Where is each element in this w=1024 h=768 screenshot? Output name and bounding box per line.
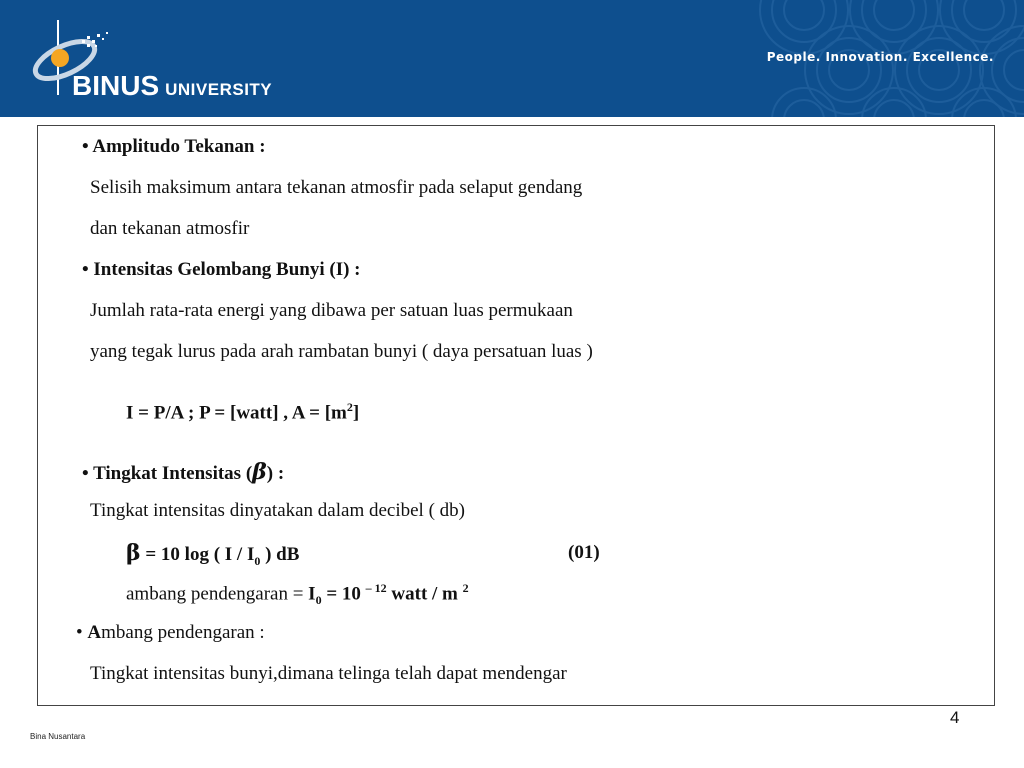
body-text: Tingkat intensitas bunyi,dimana telinga telah dapat mendengar xyxy=(90,663,567,684)
logo-text: BINUS UNIVERSITY xyxy=(72,70,273,101)
section-ambang-title: • Ambang pendengaran : xyxy=(76,622,265,643)
decibel-formula: β = 10 log ( I / $I_0$ ) dB xyxy=(126,540,300,568)
header-banner xyxy=(0,0,1024,117)
body-text: dan tekanan atmosfir xyxy=(90,218,250,239)
section-intensitas-title: • Intensitas Gelombang Bunyi (I) : xyxy=(82,259,361,280)
section-amplitudo-title: • Amplitudo Tekanan : xyxy=(82,136,266,157)
body-text: yang tegak lurus pada arah rambatan bunyi ( daya persatuan luas ) xyxy=(90,341,593,362)
intensity-formula: I = P/A ; P = [watt] , $A = [m^2]$ xyxy=(126,400,360,424)
page-number: 4 xyxy=(950,708,960,727)
footer-text: Bina Nusantara xyxy=(30,732,86,741)
content-frame xyxy=(37,125,995,706)
body-text: Selisih maksimum antara tekanan atmosfir pada selaput gendang xyxy=(90,177,583,198)
body-text: Jumlah rata-rata energi yang dibawa per satuan luas permukaan xyxy=(90,300,573,321)
tagline: People. Innovation. Excellence. xyxy=(766,50,994,64)
equation-number: (01) xyxy=(568,542,600,563)
threshold-formula: ambang pendengaran = $I_0 = 10$ $^{- 12}$ watt / m $^2$ xyxy=(126,581,469,608)
body-text: Tingkat intensitas dinyatakan dalam decibel ( db) xyxy=(90,500,465,521)
section-tingkat-intensitas-title: • Tingkat Intensitas (β) : xyxy=(82,459,285,485)
binus-logo xyxy=(20,20,310,110)
